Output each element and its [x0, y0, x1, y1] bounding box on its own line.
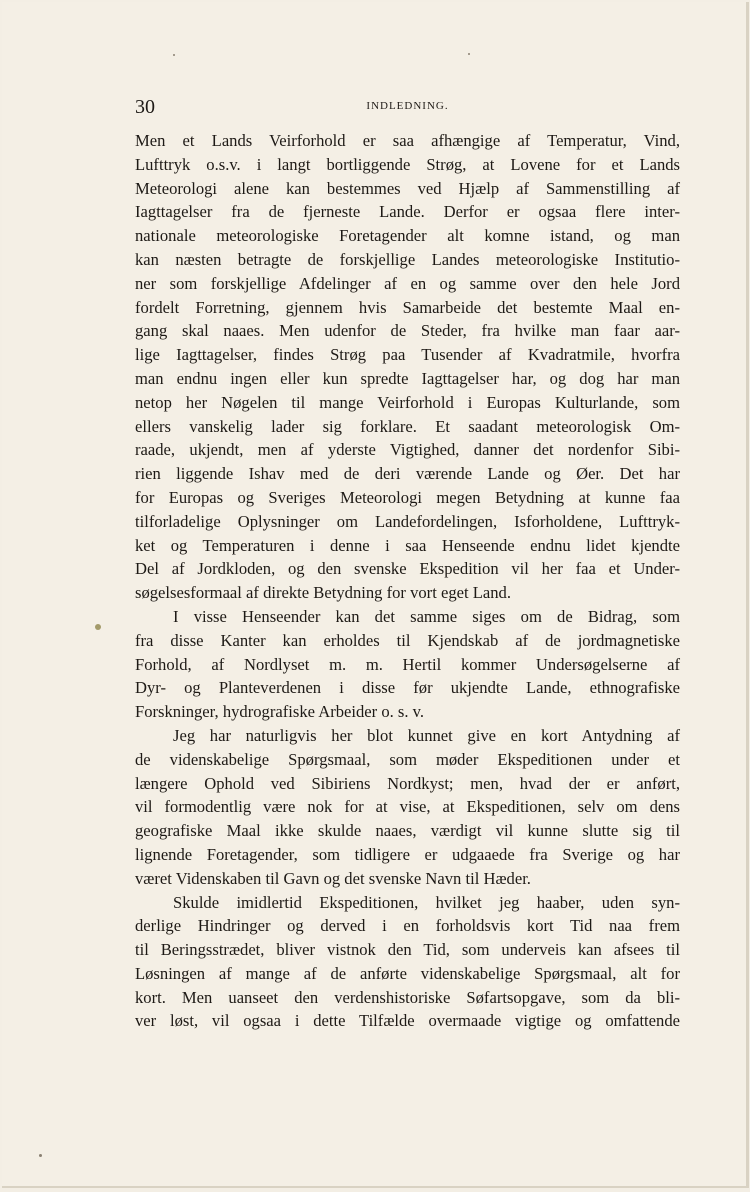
text-line: Men et Lands Veirforhold er saa afhængige af Temperatur, Vind,: [135, 131, 680, 150]
text-line: tilforladelige Oplysninger om Landefordelingen, Isforholdene, Lufttryk-: [135, 511, 680, 531]
text-line: fordelt Forretning, gjennem hvis Samarbeide det bestemte Maal en-: [135, 297, 680, 317]
text-line: Forhold, af Nordlyset m. m. Hertil kommer Undersøgelserne af: [135, 654, 680, 674]
paper-speck: [468, 53, 470, 55]
running-head: INDLEDNING.: [366, 100, 449, 112]
text-line: gang skal naaes. Men udenfor de Steder, fra hvilke man faar aar-: [135, 321, 680, 341]
paper-speck: [39, 1154, 42, 1157]
text-line: Dyr- og Planteverdenen i disse før ukjendte Lande, ethnografiske: [135, 678, 680, 698]
text-line: nationale meteorologiske Foretagender alt komne istand, og man: [135, 226, 680, 246]
text-line: derlige Hindringer og derved i en forholdsvis kort Tid naa frem: [135, 916, 680, 936]
text-line: Forskninger, hydrografiske Arbeider o. s. v.: [135, 702, 425, 722]
paragraph: [135, 724, 680, 891]
text-line: til Beringsstrædet, bliver vistnok den Tid, som underveis kan afsees til: [135, 940, 680, 960]
text-line: Jeg har naturligvis her blot kunnet give en kort Antydning af: [173, 725, 680, 745]
text-line: Løsningen af mange af de anførte videnskabelige Spørgsmaal, alt for: [135, 963, 680, 983]
text-line: fra disse Kanter kan erholdes til Kjendskab af de jordmagnetiske: [135, 630, 680, 650]
text-line: kort. Men uanseet den verdenshistoriske Søfartsopgave, som da bli-: [135, 987, 680, 1007]
text-line: I visse Henseender kan det samme siges om de Bidrag, som: [173, 606, 680, 626]
text-line: ver løst, vil ogsaa i dette Tilfælde overmaade vigtige og omfattende: [135, 1011, 680, 1031]
paper-speck: [95, 624, 101, 630]
text-line: de videnskabelige Spørgsmaal, som møder Ekspeditionen under et: [135, 749, 680, 769]
text-line: rien liggende Ishav med de deri værende Lande og Øer. Det har: [135, 464, 680, 484]
text-line: lige Iagttagelser, findes Strøg paa Tusender af Kvadratmile, hvorfra: [135, 345, 680, 365]
book-page: [2, 2, 749, 1188]
text-line: man endnu ingen eller kun spredte Iagttagelser har, og dog har man: [135, 368, 680, 388]
paragraph: [135, 129, 680, 605]
text-line: Skulde imidlertid Ekspeditionen, hvilket jeg haaber, uden syn-: [173, 892, 680, 912]
text-line: længere Ophold ved Sibiriens Nordkyst; men, hvad der er anført,: [135, 773, 680, 793]
text-line: Lufttryk o.s.v. i langt bortliggende Strøg, at Lovene for et Lands: [135, 154, 680, 174]
text-line: lignende Foretagender, som tidligere er udgaaede fra Sverige og har: [135, 844, 680, 864]
page-header: [135, 96, 680, 120]
text-line: raade, ukjendt, men af yderste Vigtighed, danner det nordenfor Sibi-: [135, 440, 680, 460]
paper-speck: [173, 54, 175, 56]
text-line: søgelsesformaal af direkte Betydning for vort eget Land.: [135, 583, 512, 603]
page-number: 30: [135, 96, 155, 118]
text-line: ket og Temperaturen i denne i saa Henseende endnu lidet kjendte: [135, 535, 680, 555]
text-line: netop her Nøgelen til mange Veirforhold i Europas Kulturlande, som: [135, 392, 680, 412]
text-line: vil formodentlig være nok for at vise, at Ekspeditionen, selv om dens: [135, 797, 680, 817]
text-line: Meteorologi alene kan bestemmes ved Hjælp af Sammenstilling af: [135, 178, 680, 198]
text-line: været Videnskaben til Gavn og det svenske Navn til Hæder.: [135, 868, 531, 888]
text-line: Iagttagelser fra de fjerneste Lande. Derfor er ogsaa flere inter-: [135, 202, 680, 222]
text-line: ner som forskjellige Afdelinger af en og samme over den hele Jord: [135, 273, 680, 293]
paragraph: [135, 605, 680, 724]
text-line: geografiske Maal ikke skulde naaes, værdigt vil kunne slutte sig til: [135, 821, 680, 841]
paragraph: [135, 891, 680, 1034]
text-line: kan næsten betragte de forskjellige Landes meteorologiske Institutio-: [135, 249, 680, 269]
text-line: for Europas og Sveriges Meteorologi megen Betydning at kunne faa: [135, 487, 680, 507]
body-text: [135, 129, 680, 1033]
text-line: ellers vanskelig lader sig forklare. Et saadant meteorologisk Om-: [135, 416, 680, 436]
text-line: Del af Jordkloden, og den svenske Ekspedition vil her faa et Under-: [135, 559, 680, 579]
